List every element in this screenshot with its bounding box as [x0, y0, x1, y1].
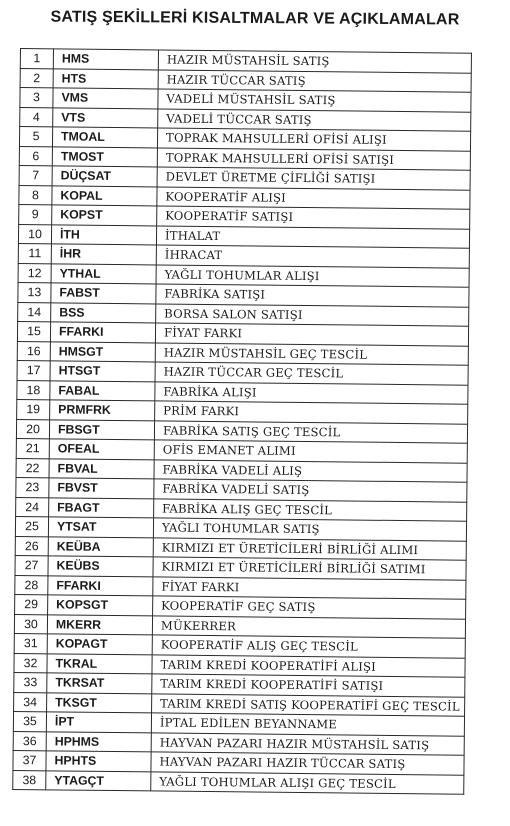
- row-number: 35: [13, 711, 46, 731]
- abbreviation-cell: TKRAL: [47, 653, 152, 674]
- row-number: 31: [14, 633, 47, 653]
- abbreviation-cell: BSS: [51, 302, 156, 323]
- description-cell: İTHALAT: [156, 225, 469, 248]
- row-number: 2: [20, 68, 53, 88]
- row-number: 34: [14, 692, 47, 712]
- abbreviation-cell: İPT: [46, 712, 151, 733]
- description-cell: HAYVAN PAZARI HAZIR TÜCCAR SATIŞ: [151, 752, 464, 775]
- row-number: 6: [19, 146, 52, 166]
- abbreviation-cell: FBAGT: [49, 497, 154, 518]
- row-number: 38: [13, 770, 46, 790]
- row-number: 15: [17, 321, 50, 341]
- description-cell: KIRMIZI ET ÜRETİCİLERİ BİRLİĞİ ALIMI: [153, 537, 466, 560]
- row-number: 5: [19, 127, 52, 147]
- description-cell: FABRİKA SATIŞI: [156, 284, 469, 307]
- description-cell: TARIM KREDİ KOOPERATİFİ ALIŞI: [152, 654, 465, 677]
- abbreviation-cell: KOPAL: [52, 185, 157, 206]
- abbreviation-cell: VTS: [53, 107, 158, 128]
- description-cell: TARIM KREDİ KOOPERATİFİ SATIŞI: [152, 674, 465, 697]
- row-number: 21: [16, 438, 49, 458]
- abbreviation-cell: TKRSAT: [47, 673, 152, 694]
- abbreviation-cell: İHR: [51, 244, 156, 265]
- row-number: 28: [15, 575, 48, 595]
- abbreviation-cell: YTAGÇT: [46, 770, 151, 791]
- abbreviation-cell: FABAL: [50, 380, 155, 401]
- row-number: 33: [14, 672, 47, 692]
- abbreviation-cell: OFEAL: [49, 439, 154, 460]
- description-cell: İPTAL EDİLEN BEYANNAME: [151, 713, 464, 736]
- description-cell: İHRACAT: [156, 245, 469, 268]
- description-cell: TOPRAK MAHSULLERİ OFİSİ ALIŞI: [157, 128, 470, 151]
- abbreviation-cell: FFARKI: [48, 575, 153, 596]
- row-number: 13: [18, 282, 51, 302]
- abbreviation-cell: YTSAT: [48, 517, 153, 538]
- abbreviation-cell: VMS: [53, 88, 158, 109]
- row-number: 10: [18, 224, 51, 244]
- row-number: 7: [19, 165, 52, 185]
- row-number: 23: [16, 477, 49, 497]
- description-cell: HAZIR TÜCCAR SATIŞ: [158, 69, 471, 92]
- abbreviation-cell: İTH: [51, 224, 156, 245]
- abbreviation-cell: KOPAGT: [47, 634, 152, 655]
- description-cell: HAZIR MÜSTAHSİL GEÇ TESCİL: [155, 342, 468, 365]
- row-number: 20: [16, 419, 49, 439]
- abbreviation-cell: FFARKI: [50, 322, 155, 343]
- description-cell: YAĞLI TOHUMLAR SATIŞ: [153, 518, 466, 541]
- row-number: 37: [13, 750, 46, 770]
- abbreviation-cell: MKERR: [47, 614, 152, 635]
- table-row: [13, 770, 464, 794]
- abbreviation-cell: HMSGT: [50, 341, 155, 362]
- description-cell: FİYAT FARKI: [155, 323, 468, 346]
- row-number: 30: [14, 614, 47, 634]
- row-number: 29: [15, 594, 48, 614]
- description-cell: FABRİKA SATIŞ GEÇ TESCİL: [154, 420, 467, 443]
- description-cell: VADELİ TÜCCAR SATIŞ: [158, 108, 471, 131]
- row-number: 18: [17, 380, 50, 400]
- abbreviation-cell: HTSGT: [50, 361, 155, 382]
- row-number: 24: [16, 497, 49, 517]
- abbreviation-cell: DÜÇSAT: [52, 166, 157, 187]
- row-number: 17: [17, 360, 50, 380]
- abbreviation-cell: FABST: [51, 283, 156, 304]
- description-cell: HAYVAN PAZARI HAZIR MÜSTAHSİL SATIŞ: [151, 732, 464, 755]
- row-number: 4: [20, 107, 53, 127]
- abbreviation-table: [12, 48, 472, 795]
- page-title: SATIŞ ŞEKİLLERİ KISALTMALAR VE AÇIKLAMALAR: [50, 8, 460, 29]
- abbreviation-cell: KOPSGT: [48, 595, 153, 616]
- row-number: 12: [18, 263, 51, 283]
- row-number: 14: [18, 302, 51, 322]
- abbreviation-cell: FBVST: [49, 478, 154, 499]
- abbreviation-cell: FBVAL: [49, 458, 154, 479]
- description-cell: FABRİKA VADELİ ALIŞ: [154, 459, 467, 482]
- description-cell: BORSA SALON SATIŞI: [156, 303, 469, 326]
- row-number: 27: [15, 555, 48, 575]
- abbreviation-cell: KEÜBS: [48, 556, 153, 577]
- row-number: 3: [20, 88, 53, 108]
- description-cell: KOOPERATİF ALIŞ GEÇ TESCİL: [152, 635, 465, 658]
- abbreviation-cell: HMS: [53, 49, 158, 70]
- description-cell: MÜKERRER: [152, 615, 465, 638]
- description-cell: FABRİKA ALIŞI: [155, 381, 468, 404]
- abbreviation-cell: KEÜBA: [48, 536, 153, 557]
- row-number: 11: [18, 243, 51, 263]
- abbreviation-table-body: [13, 49, 472, 795]
- description-cell: FABRİKA ALIŞ GEÇ TESCİL: [154, 498, 467, 521]
- row-number: 26: [15, 536, 48, 556]
- abbreviation-cell: HPHTS: [46, 751, 151, 772]
- abbreviation-cell: TMOAL: [52, 127, 157, 148]
- abbreviation-cell: YTHAL: [51, 263, 156, 284]
- description-cell: FABRİKA VADELİ SATIŞ: [154, 479, 467, 502]
- row-number: 19: [17, 399, 50, 419]
- abbreviation-cell: KOPST: [52, 205, 157, 226]
- description-cell: DEVLET ÜRETME ÇİFLİĞİ SATIŞI: [157, 167, 470, 190]
- abbreviation-cell: TMOST: [52, 146, 157, 167]
- abbreviation-table-container: [12, 48, 472, 795]
- abbreviation-cell: HTS: [53, 68, 158, 89]
- row-number: 36: [13, 731, 46, 751]
- description-cell: FİYAT FARKI: [153, 576, 466, 599]
- description-cell: TOPRAK MAHSULLERİ OFİSİ SATIŞI: [157, 147, 470, 170]
- description-cell: YAĞLI TOHUMLAR ALIŞI GEÇ TESCİL: [151, 771, 464, 794]
- row-number: 32: [14, 653, 47, 673]
- description-cell: TARIM KREDİ SATIŞ KOOPERATİFİ GEÇ TESCİL: [152, 693, 465, 716]
- description-cell: KOOPERATİF GEÇ SATIŞ: [153, 596, 466, 619]
- abbreviation-cell: HPHMS: [46, 731, 151, 752]
- row-number: 1: [20, 49, 53, 69]
- description-cell: HAZIR MÜSTAHSİL SATIŞ: [158, 50, 471, 73]
- description-cell: YAĞLI TOHUMLAR ALIŞI: [156, 264, 469, 287]
- row-number: 22: [16, 458, 49, 478]
- description-cell: VADELİ MÜSTAHSİL SATIŞ: [158, 89, 471, 112]
- row-number: 8: [19, 185, 52, 205]
- description-cell: OFİS EMANET ALIMI: [154, 440, 467, 463]
- abbreviation-cell: TKSGT: [47, 692, 152, 713]
- row-number: 16: [17, 341, 50, 361]
- description-cell: PRİM FARKI: [155, 401, 468, 424]
- description-cell: HAZIR TÜCCAR GEÇ TESCİL: [155, 362, 468, 385]
- description-cell: KOOPERATİF SATIŞI: [157, 206, 470, 229]
- row-number: 9: [19, 204, 52, 224]
- abbreviation-cell: PRMFRK: [50, 400, 155, 421]
- abbreviation-cell: FBSGT: [49, 419, 154, 440]
- description-cell: KOOPERATİF ALIŞI: [157, 186, 470, 209]
- description-cell: KIRMIZI ET ÜRETİCİLERİ BİRLİĞİ SATIMI: [153, 557, 466, 580]
- row-number: 25: [15, 516, 48, 536]
